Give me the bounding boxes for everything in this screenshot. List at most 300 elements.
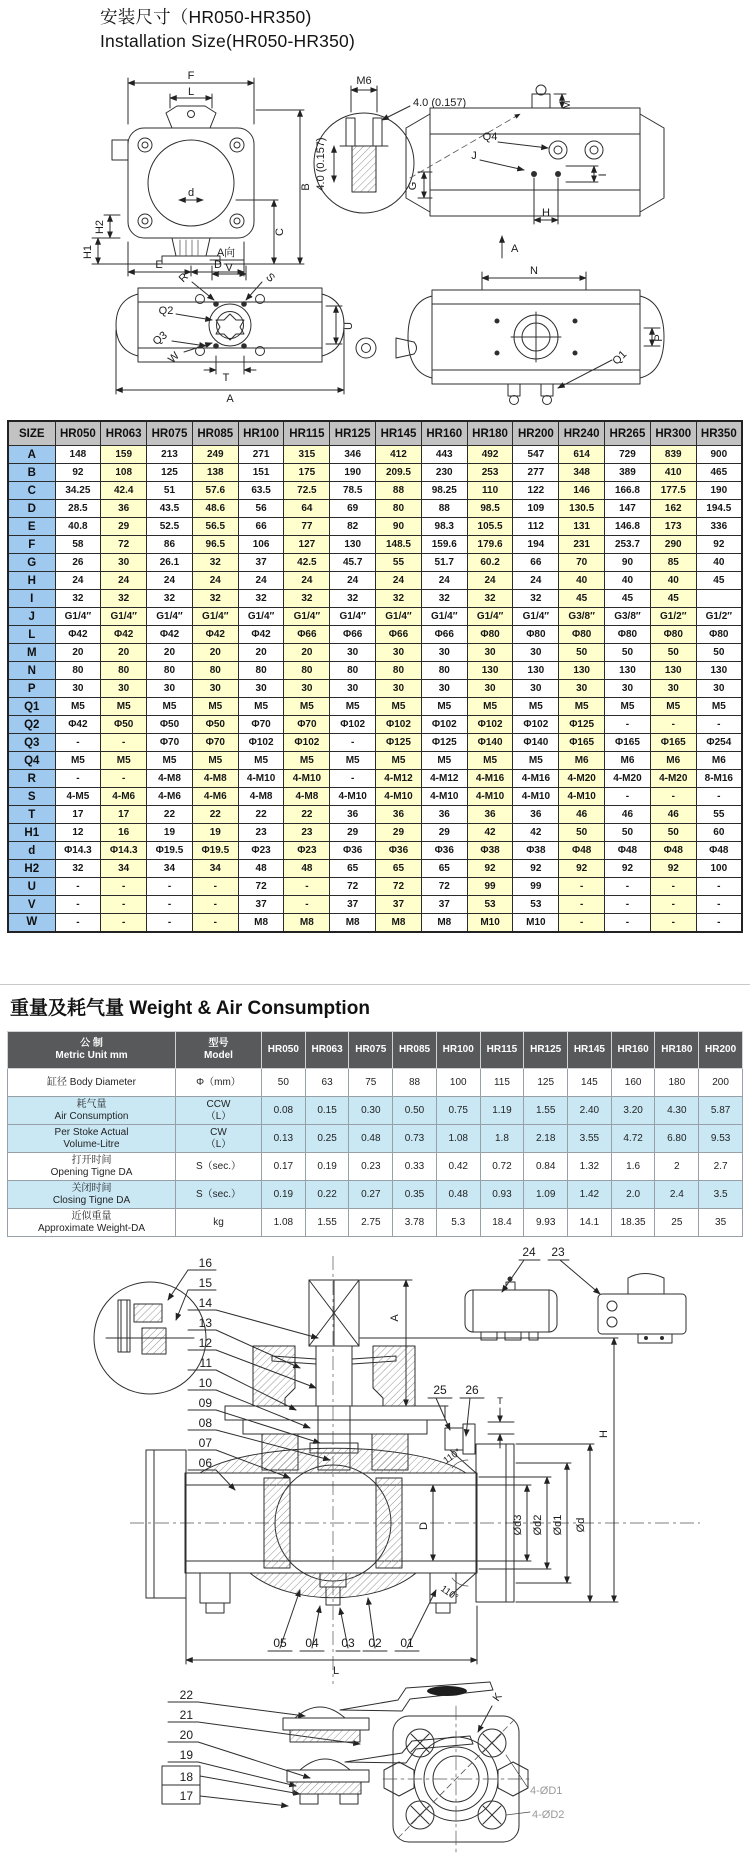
dim-label-valve-h: H (598, 1430, 610, 1438)
size-cell: 72 (238, 878, 284, 896)
size-cell: 45 (696, 572, 742, 590)
size-table-row (8, 518, 742, 536)
size-cell: 166.8 (605, 482, 651, 500)
installation-drawing (0, 50, 750, 412)
weight-table-header-row (8, 1032, 743, 1069)
size-cell: 40 (650, 572, 696, 590)
size-cell: Φ42 (192, 626, 238, 644)
size-cell: 37 (238, 554, 284, 572)
size-cell: 72 (330, 878, 376, 896)
part-callout-16: 16 (198, 1256, 212, 1270)
size-cell: M5 (55, 752, 101, 770)
size-cell: 175 (284, 464, 330, 482)
size-cell: G1/2″ (696, 608, 742, 626)
size-table-row (8, 536, 742, 554)
value-cell: 125 (524, 1069, 568, 1097)
size-cell: Φ165 (559, 734, 605, 752)
size-cell: 4-M12 (421, 770, 467, 788)
size-cell: Φ23 (284, 842, 330, 860)
size-cell: 53 (513, 896, 559, 914)
value-cell: 0.75 (436, 1097, 480, 1125)
value-cell: 1.6 (611, 1153, 655, 1181)
size-cell: 4-M20 (559, 770, 605, 788)
size-cell: 12 (55, 824, 101, 842)
size-cell: Φ102 (376, 716, 422, 734)
size-cell: 34 (101, 860, 147, 878)
size-cell: M5 (696, 698, 742, 716)
size-cell: G1/4″ (421, 608, 467, 626)
rear-view (408, 272, 664, 405)
size-cell: - (55, 734, 101, 752)
size-cell: M8 (330, 914, 376, 932)
size-cell: 30 (696, 680, 742, 698)
size-cell: Φ14.3 (101, 842, 147, 860)
size-cell: - (650, 896, 696, 914)
size-cell: 36 (376, 806, 422, 824)
size-cell: 37 (330, 896, 376, 914)
size-table-row (8, 914, 742, 932)
size-cell: 30 (376, 644, 422, 662)
size-cell: - (559, 914, 605, 932)
size-cell: 30 (467, 644, 513, 662)
size-cell: Φ125 (421, 734, 467, 752)
dim-label-od: Ød (575, 1517, 587, 1533)
size-cell: M8 (376, 914, 422, 932)
size-cell: Φ48 (559, 842, 605, 860)
value-cell: 0.42 (436, 1153, 480, 1181)
size-cell: 4-M6 (101, 788, 147, 806)
value-cell: 115 (480, 1069, 524, 1097)
size-cell: 729 (605, 446, 651, 464)
size-cell: 30 (330, 680, 376, 698)
size-cell: 30 (421, 644, 467, 662)
size-cell: 77 (284, 518, 330, 536)
model-col-header: HR145 (376, 421, 422, 446)
size-cell: 40 (605, 572, 651, 590)
size-cell: 30 (55, 680, 101, 698)
size-cell: 130 (559, 662, 605, 680)
size-cell: M5 (376, 698, 422, 716)
size-cell: 82 (330, 518, 376, 536)
dim-label-valve-l: L (332, 1665, 340, 1677)
size-cell: 19 (192, 824, 238, 842)
dim-label-4-od2: 4-ØD2 (532, 1809, 565, 1821)
size-cell: 173 (650, 518, 696, 536)
metric-name-cell: 打开时间 Opening Tigne DA (8, 1153, 176, 1181)
size-cell: M6 (605, 752, 651, 770)
size-cell: 130 (513, 662, 559, 680)
size-cell: M6 (696, 752, 742, 770)
value-cell: 1.8 (480, 1125, 524, 1153)
size-cell: 159 (101, 446, 147, 464)
model-col-header: HR125 (330, 421, 376, 446)
size-cell: Φ80 (513, 626, 559, 644)
size-cell: 36 (330, 806, 376, 824)
model-col-header: HR145 (568, 1032, 612, 1069)
value-cell: 2.7 (699, 1153, 743, 1181)
size-cell: 30 (284, 680, 330, 698)
model-col-header: HR050 (262, 1032, 306, 1069)
value-cell: 3.78 (393, 1209, 437, 1237)
value-cell: 0.22 (305, 1181, 349, 1209)
part-callout-07: 07 (198, 1436, 212, 1450)
size-cell: M8 (421, 914, 467, 932)
size-cell: 194.5 (696, 500, 742, 518)
dim-label-s: S (263, 271, 277, 285)
size-cell: 443 (421, 446, 467, 464)
size-cell: Φ102 (330, 716, 376, 734)
size-cell: M5 (284, 698, 330, 716)
size-cell: Φ48 (605, 842, 651, 860)
size-cell: 55 (376, 554, 422, 572)
dim-label-a-bottom: A (226, 393, 234, 405)
size-cell: 60 (696, 824, 742, 842)
part-callout-02: 02 (368, 1636, 382, 1650)
weight-section-title: 重量及耗气量 Weight & Air Consumption (10, 998, 370, 1019)
dim-label-n: N (530, 265, 538, 277)
value-cell: 2.40 (568, 1097, 612, 1125)
size-cell: - (101, 914, 147, 932)
dim-label-od2: Ød2 (532, 1514, 544, 1536)
size-cell: 122 (513, 482, 559, 500)
part-callout-11: 11 (199, 1356, 212, 1370)
value-cell: 0.08 (262, 1097, 306, 1125)
part-callout-23: 23 (551, 1245, 565, 1259)
size-cell: 53 (467, 896, 513, 914)
size-cell: 4-M10 (559, 788, 605, 806)
value-cell: 2.4 (655, 1181, 699, 1209)
value-cell: 1.08 (262, 1209, 306, 1237)
size-cell: 46 (559, 806, 605, 824)
size-cell: 32 (101, 590, 147, 608)
value-cell: 3.20 (611, 1097, 655, 1125)
weight-table-row (8, 1153, 743, 1181)
size-cell: Φ125 (559, 716, 605, 734)
size-cell: 32 (55, 860, 101, 878)
model-col-header: HR160 (421, 421, 467, 446)
size-cell: 92 (605, 860, 651, 878)
size-cell: - (605, 896, 651, 914)
size-table-header-row (8, 421, 742, 446)
size-cell: 30 (376, 680, 422, 698)
size-cell: 98.25 (421, 482, 467, 500)
value-cell: 4.72 (611, 1125, 655, 1153)
size-cell: - (650, 788, 696, 806)
dim-label-k: K (490, 1690, 505, 1704)
size-cell: M5 (513, 752, 559, 770)
dim-row-label: M (8, 644, 55, 662)
weight-table-row (8, 1209, 743, 1237)
size-cell: 4-M10 (421, 788, 467, 806)
dim-row-label: D (8, 500, 55, 518)
size-cell: Φ23 (238, 842, 284, 860)
size-table-row (8, 464, 742, 482)
size-cell: 106 (238, 536, 284, 554)
size-cell: M5 (101, 698, 147, 716)
value-cell: 5.87 (699, 1097, 743, 1125)
metric-name-cell: 耗气量 Air Consumption (8, 1097, 176, 1125)
size-cell: 50 (650, 824, 696, 842)
size-cell: 4-M10 (330, 788, 376, 806)
dim-row-label: C (8, 482, 55, 500)
size-cell: 4-M8 (147, 770, 193, 788)
size-cell: 100 (696, 860, 742, 878)
size-cell: Φ70 (284, 716, 330, 734)
size-cell: 48 (238, 860, 284, 878)
value-cell: 1.55 (305, 1209, 349, 1237)
size-cell: 29 (330, 824, 376, 842)
size-table-row (8, 500, 742, 518)
size-cell: 40.8 (55, 518, 101, 536)
size-cell: 50 (559, 824, 605, 842)
size-cell: 20 (284, 644, 330, 662)
part-callout-05: 05 (273, 1636, 287, 1650)
size-cell: 29 (421, 824, 467, 842)
size-cell: 389 (605, 464, 651, 482)
weight-table-row (8, 1181, 743, 1209)
size-cell: Φ42 (238, 626, 284, 644)
size-cell: - (147, 878, 193, 896)
size-cell: Φ80 (605, 626, 651, 644)
part-callout-06: 06 (198, 1456, 212, 1470)
part-callout-17: 17 (179, 1789, 193, 1803)
size-cell: 36 (467, 806, 513, 824)
dim-label-angle1: 110° (441, 1446, 464, 1467)
size-cell: Φ36 (421, 842, 467, 860)
part-callout-22: 22 (179, 1688, 193, 1702)
value-cell: 0.25 (305, 1125, 349, 1153)
flange-view (383, 1686, 530, 1852)
dim-row-label: J (8, 608, 55, 626)
size-cell: 130.5 (559, 500, 605, 518)
dim-row-label: Q1 (8, 698, 55, 716)
value-cell: 0.13 (262, 1125, 306, 1153)
size-cell: 45 (650, 590, 696, 608)
value-cell: 0.73 (393, 1125, 437, 1153)
size-cell: 130 (650, 662, 696, 680)
size-cell: 90 (376, 518, 422, 536)
model-col-header: HR180 (467, 421, 513, 446)
model-col-header: HR265 (605, 421, 651, 446)
dim-row-label: S (8, 788, 55, 806)
size-cell: 130 (696, 662, 742, 680)
size-cell: 4-M10 (467, 788, 513, 806)
size-table-row (8, 572, 742, 590)
size-cell: 271 (238, 446, 284, 464)
size-table-row (8, 626, 742, 644)
size-cell: 32 (421, 590, 467, 608)
size-cell: 253.7 (605, 536, 651, 554)
size-cell: - (330, 770, 376, 788)
model-col-header: HR075 (349, 1032, 393, 1069)
value-cell: 1.19 (480, 1097, 524, 1125)
size-cell: 96.5 (192, 536, 238, 554)
size-cell: 50 (605, 824, 651, 842)
dim-label-e: E (155, 259, 163, 271)
size-table (7, 420, 743, 933)
size-cell: 85 (650, 554, 696, 572)
size-cell: Φ70 (147, 734, 193, 752)
size-cell: 108 (101, 464, 147, 482)
size-cell: M5 (147, 698, 193, 716)
size-table-row (8, 896, 742, 914)
dim-label-valve-t: T (497, 1396, 503, 1407)
size-cell: 80 (330, 662, 376, 680)
size-cell: 130 (467, 662, 513, 680)
size-cell: - (55, 896, 101, 914)
view-label-a-view: A向 (216, 247, 236, 259)
size-cell: Φ80 (467, 626, 513, 644)
value-cell: 14.1 (568, 1209, 612, 1237)
size-cell: M6 (559, 752, 605, 770)
size-table-row (8, 554, 742, 572)
size-cell: 80 (55, 662, 101, 680)
size-cell: M5 (147, 752, 193, 770)
size-cell: - (101, 896, 147, 914)
size-cell: 29 (376, 824, 422, 842)
dim-label-m: M (561, 100, 573, 110)
size-cell: 109 (513, 500, 559, 518)
metric-unit-header: 公 制 Metric Unit mm (8, 1032, 176, 1069)
size-cell: 4-M8 (284, 788, 330, 806)
size-cell: 28.5 (55, 500, 101, 518)
size-cell: 30 (559, 680, 605, 698)
size-cell: 110 (467, 482, 513, 500)
size-cell: 42.5 (284, 554, 330, 572)
dim-label-q1: Q1 (610, 348, 630, 368)
size-cell: 4-M8 (238, 788, 284, 806)
size-cell: M5 (421, 752, 467, 770)
size-cell: Φ66 (376, 626, 422, 644)
dim-row-label: B (8, 464, 55, 482)
value-cell: 5.3 (436, 1209, 480, 1237)
size-cell: Φ140 (467, 734, 513, 752)
unit-cell: S（sec.） (176, 1153, 262, 1181)
size-cell: M5 (238, 698, 284, 716)
model-col-header: HR063 (101, 421, 147, 446)
size-cell: 900 (696, 446, 742, 464)
size-cell: - (147, 896, 193, 914)
model-col-header: HR115 (480, 1032, 524, 1069)
size-cell: 58 (55, 536, 101, 554)
size-cell: M6 (650, 752, 696, 770)
size-cell: 30 (650, 680, 696, 698)
size-cell: 46 (605, 806, 651, 824)
size-cell: 78.5 (330, 482, 376, 500)
size-cell: 32 (513, 590, 559, 608)
side-view (406, 85, 664, 258)
part-callout-03: 03 (341, 1636, 355, 1650)
size-cell: 24 (55, 572, 101, 590)
size-cell: Φ66 (284, 626, 330, 644)
size-cell: 32 (238, 590, 284, 608)
size-cell: 30 (513, 680, 559, 698)
size-cell: - (55, 914, 101, 932)
weight-table-row (8, 1069, 743, 1097)
size-cell: 34 (192, 860, 238, 878)
size-cell: 162 (650, 500, 696, 518)
size-cell: 24 (284, 572, 330, 590)
dim-row-label: d (8, 842, 55, 860)
size-cell: 146 (559, 482, 605, 500)
size-cell: 50 (605, 644, 651, 662)
size-cell: Φ19.5 (192, 842, 238, 860)
size-cell: 24 (513, 572, 559, 590)
size-cell: Φ165 (605, 734, 651, 752)
dim-row-label: H1 (8, 824, 55, 842)
bolt-callouts (428, 1398, 484, 1436)
front-view (92, 78, 304, 276)
valve-detail-circle (94, 1282, 206, 1394)
dim-label-4-0-157-a: 4.0 (0.157) (413, 97, 467, 109)
page-title (100, 6, 355, 53)
size-cell: 57.6 (192, 482, 238, 500)
size-cell: 42 (467, 824, 513, 842)
size-cell: 30 (101, 680, 147, 698)
size-cell: Φ102 (467, 716, 513, 734)
size-cell: G1/4″ (513, 608, 559, 626)
size-table-row (8, 680, 742, 698)
size-cell: 88 (376, 482, 422, 500)
size-cell: 32 (147, 590, 193, 608)
size-cell: 51 (147, 482, 193, 500)
size-cell: 40 (696, 554, 742, 572)
size-cell: Φ102 (284, 734, 330, 752)
size-cell: Φ140 (513, 734, 559, 752)
size-cell: M5 (467, 752, 513, 770)
size-cell: 26.1 (147, 554, 193, 572)
dim-label-l: L (187, 86, 195, 98)
size-cell: 151 (238, 464, 284, 482)
size-cell: G1/4″ (238, 608, 284, 626)
size-cell: G1/4″ (192, 608, 238, 626)
size-table-row (8, 482, 742, 500)
part-callout-18: 18 (179, 1770, 193, 1784)
size-cell: M5 (330, 752, 376, 770)
size-table-row (8, 860, 742, 878)
size-cell: Φ80 (559, 626, 605, 644)
unit-cell: CCW （L） (176, 1097, 262, 1125)
value-cell: 4.30 (655, 1097, 699, 1125)
dim-row-label: V (8, 896, 55, 914)
size-cell: 40 (559, 572, 605, 590)
unit-cell: CW （L） (176, 1125, 262, 1153)
size-cell: Φ70 (238, 716, 284, 734)
page-title-en: Installation Size(HR050-HR350) (100, 30, 355, 51)
value-cell: 35 (699, 1209, 743, 1237)
size-cell: 65 (421, 860, 467, 878)
size-cell: 80 (284, 662, 330, 680)
size-cell: 8-M16 (696, 770, 742, 788)
size-cell: 24 (376, 572, 422, 590)
model-col-header: HR160 (611, 1032, 655, 1069)
size-cell: 88 (421, 500, 467, 518)
size-cell (696, 590, 742, 608)
value-cell: 6.80 (655, 1125, 699, 1153)
model-col-header: HR100 (238, 421, 284, 446)
value-cell: 88 (393, 1069, 437, 1097)
size-cell: M5 (605, 698, 651, 716)
size-cell: - (696, 716, 742, 734)
size-cell: 32 (330, 590, 376, 608)
size-cell: 23 (284, 824, 330, 842)
dim-label-angle2: 110° (438, 1583, 461, 1604)
size-cell: 4-M20 (605, 770, 651, 788)
size-cell: M5 (513, 698, 559, 716)
dim-row-label: R (8, 770, 55, 788)
size-cell: G1/4″ (284, 608, 330, 626)
size-cell: G1/4″ (330, 608, 376, 626)
